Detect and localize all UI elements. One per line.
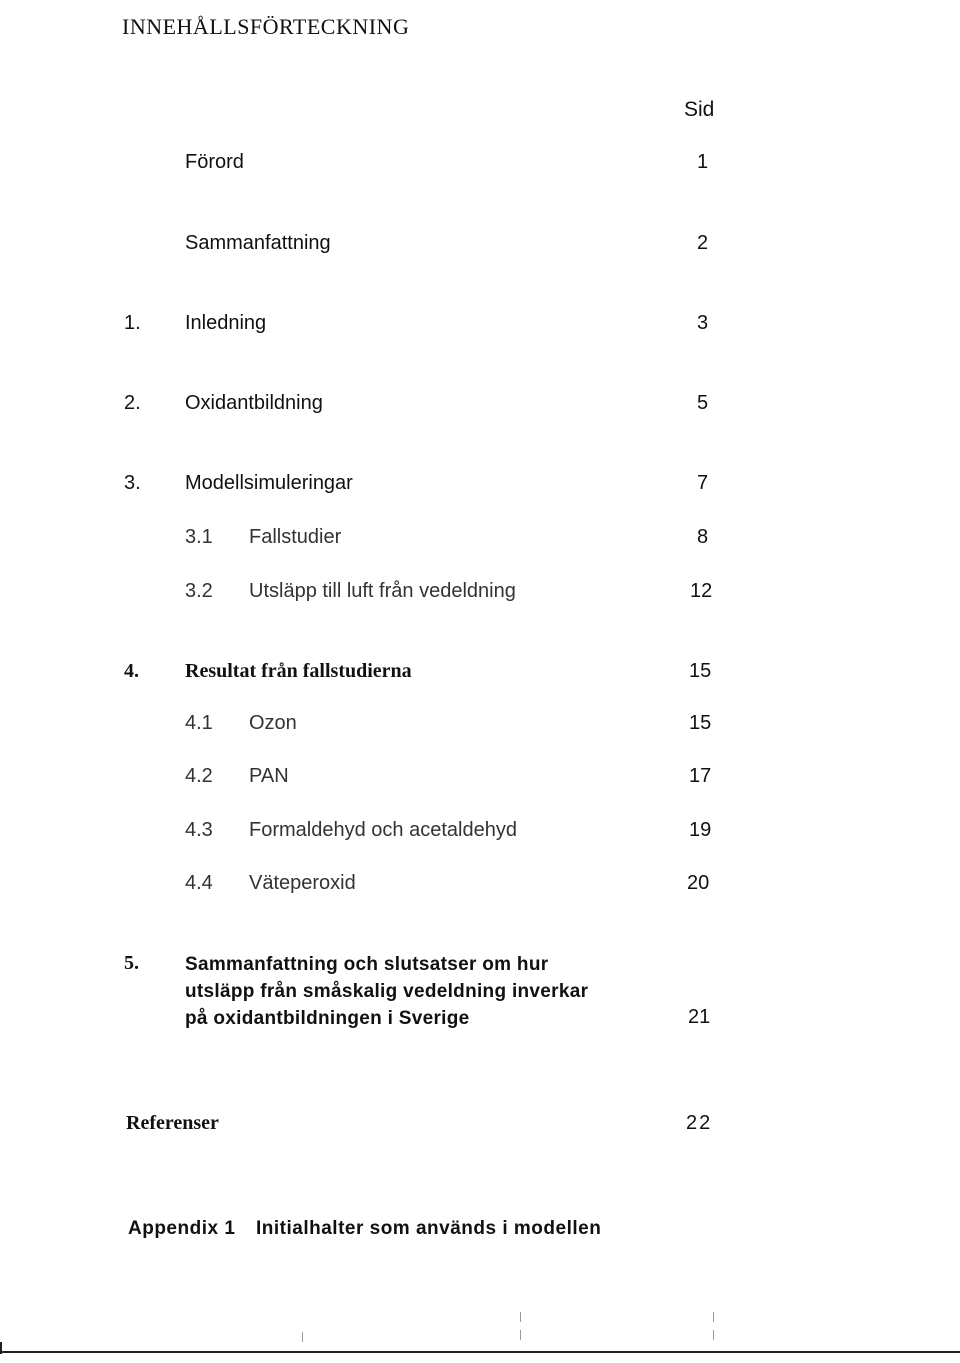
bottom-rule	[0, 1351, 960, 1353]
scan-mark	[713, 1312, 714, 1322]
toc-entry-3-1-label[interactable]: Fallstudier	[249, 526, 342, 548]
toc-entry-5-line-2: utsläpp från småskalig vedeldning inverkar	[185, 981, 589, 1002]
bottom-rule-corner	[0, 1342, 2, 1354]
toc-entry-2-label[interactable]: Oxidantbildning	[185, 392, 323, 414]
toc-entry-5-line-3: på oxidantbildningen i Sverige	[185, 1008, 470, 1029]
toc-entry-referenser-page: 22	[686, 1112, 713, 1134]
toc-entry-3-label[interactable]: Modellsimuleringar	[185, 472, 353, 494]
toc-entry-forord-label[interactable]: Förord	[185, 151, 244, 173]
toc-entry-1-page: 3	[697, 312, 709, 334]
toc-entry-4-page: 15	[689, 660, 712, 682]
document-title: INNEHÅLLSFÖRTECKNING	[122, 14, 410, 39]
toc-entry-3-1-number: 3.1	[185, 526, 213, 548]
toc-entry-4-number: 4.	[124, 660, 139, 682]
toc-entry-4-label[interactable]: Resultat från fallstudierna	[185, 660, 412, 682]
toc-entry-3-1-page: 8	[697, 526, 709, 548]
toc-entry-2-number: 2.	[124, 392, 141, 414]
toc-entry-4-2-page: 17	[689, 765, 712, 787]
toc-entry-5-page: 21	[688, 1006, 711, 1028]
toc-entry-3-2-page: 12	[690, 580, 713, 602]
toc-entry-appendix-1-label[interactable]: Appendix 1	[128, 1218, 236, 1239]
toc-entry-appendix-1-title[interactable]: Initialhalter som används i modellen	[256, 1218, 602, 1239]
toc-entry-4-1-label[interactable]: Ozon	[249, 712, 297, 734]
toc-entry-1-number: 1.	[124, 312, 141, 334]
toc-entry-4-1-number: 4.1	[185, 712, 213, 734]
toc-entry-sammanfattning-label[interactable]: Sammanfattning	[185, 232, 331, 254]
toc-entry-4-2-label[interactable]: PAN	[249, 765, 289, 787]
toc-entry-4-4-page: 20	[687, 872, 710, 894]
toc-entry-2-page: 5	[697, 392, 709, 414]
toc-entry-5-number: 5.	[124, 952, 139, 974]
toc-entry-4-3-number: 4.3	[185, 819, 213, 841]
toc-entry-4-2-number: 4.2	[185, 765, 213, 787]
toc-entry-5-label[interactable]	[185, 951, 588, 1032]
toc-entry-4-3-label[interactable]: Formaldehyd och acetaldehyd	[249, 819, 517, 841]
toc-entry-referenser-label[interactable]: Referenser	[126, 1112, 219, 1134]
toc-entry-5-line-1: Sammanfattning och slutsatser om hur	[185, 954, 549, 975]
toc-entry-3-page: 7	[697, 472, 709, 494]
page-column-header: Sid	[684, 98, 715, 121]
scan-mark	[520, 1330, 521, 1340]
toc-entry-3-number: 3.	[124, 472, 141, 494]
toc-entry-4-4-label[interactable]: Väteperoxid	[249, 872, 356, 894]
toc-entry-sammanfattning-page: 2	[697, 232, 709, 254]
toc-entry-1-label[interactable]: Inledning	[185, 312, 267, 334]
toc-entry-4-4-number: 4.4	[185, 872, 213, 894]
scan-mark	[520, 1312, 521, 1322]
toc-entry-4-3-page: 19	[689, 819, 712, 841]
scan-mark	[713, 1330, 714, 1340]
toc-entry-forord-page: 1	[697, 151, 709, 173]
scan-mark	[302, 1332, 303, 1342]
toc-entry-3-2-label[interactable]: Utsläpp till luft från vedeldning	[249, 580, 516, 602]
toc-entry-3-2-number: 3.2	[185, 580, 213, 602]
toc-entry-4-1-page: 15	[689, 712, 712, 734]
